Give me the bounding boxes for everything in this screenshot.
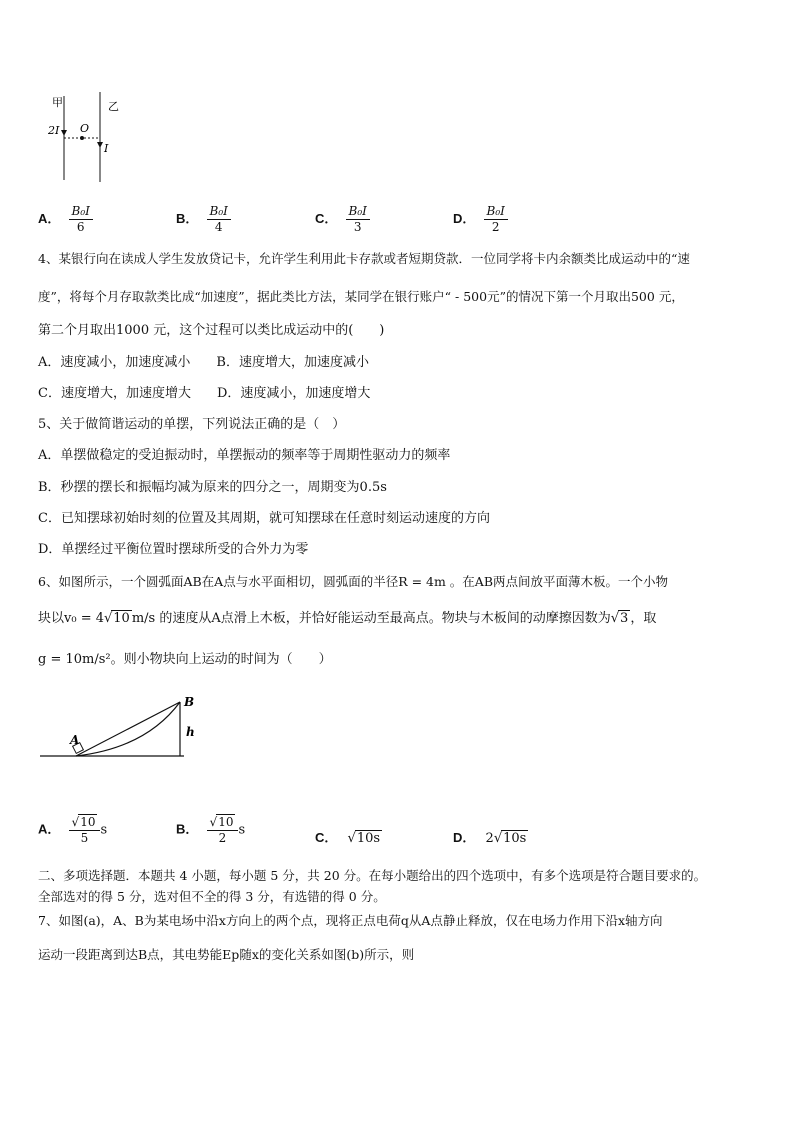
section2-line2: 全部选对的得 5 分，选对但不全的得 3 分，有选错的得 0 分。 [38, 889, 386, 904]
label-I: I [104, 142, 109, 155]
two-wires-figure [40, 92, 140, 184]
q6-stem-line2: 块以v₀ = 4√10 m/s 的速度从A点滑上木板，并恰好能运动至最高点。物块与木板间的动摩擦因数为√3 ，取 [38, 611, 657, 626]
q4-stem-line1: 4、某银行向在读成人学生发放贷记卡，允许学生利用此卡存款或者短期贷款．一位同学将卡内余额类比成运动中的“速 [38, 251, 690, 266]
q6-option-a[interactable]: A． $\frac{√10}{5}$ s [38, 815, 108, 845]
label-O: O [80, 122, 90, 135]
q6-option-b[interactable]: B． $\frac{√10}{2}$ s [176, 815, 246, 845]
q3-option-c[interactable]: C． $\frac{\text{B₀I}}{3}$ [315, 204, 370, 235]
q5-option-c[interactable]: C．已知摆球初始时刻的位置及其周期，就可知摆球在任意时刻运动速度的方向 [38, 511, 490, 526]
section2-line1: 二、多项选择题．本题共 4 小题，每小题 5 分，共 20 分。在每小题给出的四个选项中，有多个选项是符合题目要求的。 [38, 868, 707, 883]
q7-stem-line2: 运动一段距离到达B点，其电势能Ep随x的变化关系如图(b)所示，则 [38, 947, 415, 962]
q3-option-d[interactable]: D． $\frac{\text{B₀I}}{2}$ [453, 204, 508, 235]
q5-stem: 5、关于做简谐运动的单摆，下列说法正确的是（ ） [38, 417, 346, 432]
q6-stem-line1: 6、如图所示，一个圆弧面AB在A点与水平面相切，圆弧面的半径R = 4m 。在AB两点间放平面薄木板。一个小物 [38, 574, 669, 589]
label-yi: 乙 [108, 100, 119, 113]
label-h: h [186, 725, 195, 739]
q5-option-d[interactable]: D．单摆经过平衡位置时摆球所受的合外力为零 [38, 542, 309, 557]
q3-option-a[interactable]: A． $\frac{\text{B₀I}}{6}$ [38, 204, 93, 235]
label-2I: 2I [48, 124, 60, 137]
q6-option-d[interactable]: D． 2√10s [453, 830, 527, 846]
q4-options-cd[interactable]: C．速度增大，加速度增大 D．速度减小，加速度增大 [38, 386, 371, 401]
q6-stem-line3: g = 10m/s²。则小物块向上运动的时间为（ ） [38, 652, 332, 667]
q6-option-c[interactable]: C． √10s [315, 830, 381, 846]
label-jia: 甲 [52, 96, 63, 109]
q4-options-ab[interactable]: A．速度减小，加速度减小 B．速度增大，加速度减小 [38, 355, 369, 370]
label-B: B [184, 695, 195, 709]
q4-stem-line3: 第二个月取出1000 元，这个过程可以类比成运动中的( ) [38, 323, 385, 338]
q7-stem-line1: 7、如图(a)，A、B为某电场中沿x方向上的两个点，现将正点电荷q从A点静止释放，仅在电场力作用下沿x轴方向 [38, 913, 663, 928]
q5-option-a[interactable]: A．单摆做稳定的受迫振动时，单摆振动的频率等于周期性驱动力的频率 [38, 448, 451, 463]
arc-board-figure [36, 692, 206, 762]
q5-option-b[interactable]: B．秒摆的摆长和振幅均减为原来的四分之一，周期变为0.5s [38, 480, 387, 495]
q3-option-b[interactable]: B． $\frac{\text{B₀I}}{4}$ [176, 204, 231, 235]
label-A: A [70, 733, 80, 747]
q4-stem-line2: 度”，将每个月存取款类比成“加速度”，据此类比方法，某同学在银行账户“ - 500元”的情况下第一个月取出500 元， [38, 289, 684, 304]
